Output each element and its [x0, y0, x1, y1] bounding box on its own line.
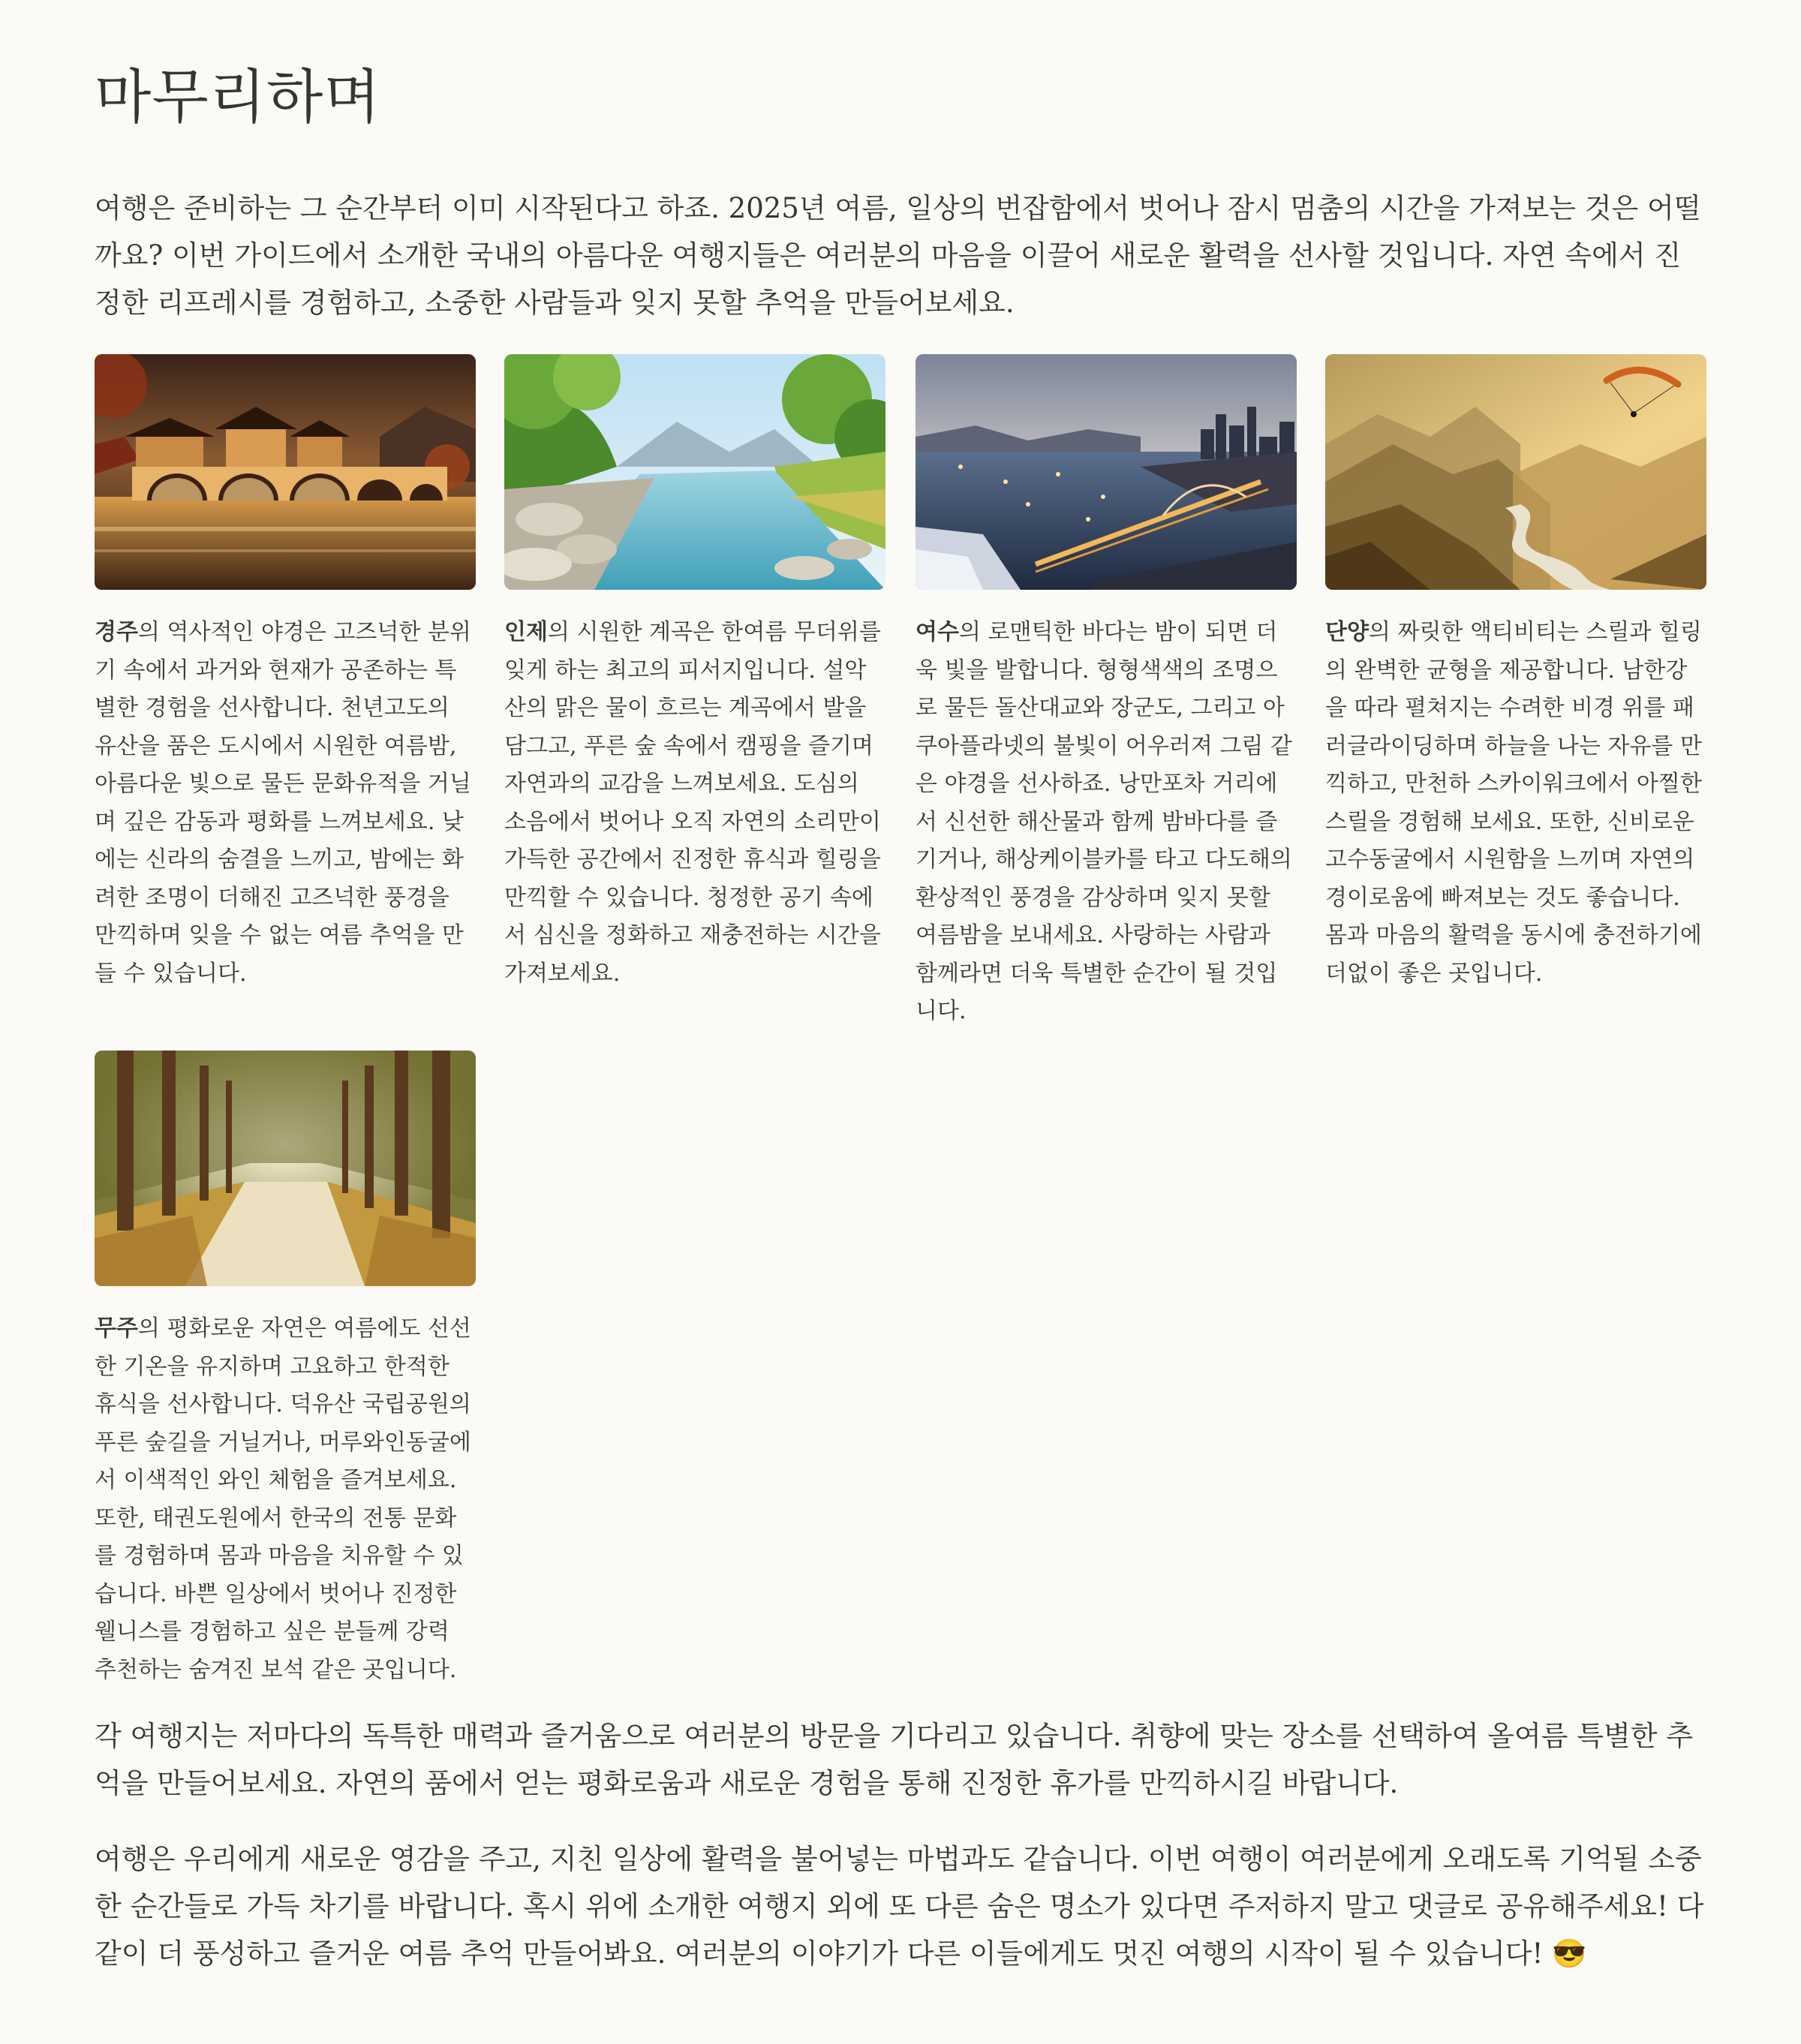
destination-card-danyang	[1325, 354, 1706, 993]
destination-card-yeosu	[916, 354, 1297, 1031]
inje-description	[504, 614, 885, 993]
gyeongju-night-image[interactable]	[95, 354, 476, 590]
danyang-name: 단양	[1325, 619, 1369, 645]
yeosu-text: 의 로맨틱한 바다는 밤이 되면 더욱 빛을 발합니다. 형형색색의 조명으로 물든 돌산대교와 장군도, 그리고 아쿠아플라넷의 불빛이 어우러져 그림 같은 야경을 선사하죠. 낭만포차 거리에서 신선한 해산물과 함께 밤바다를 즐기거나, 해상케이블카를 타고 다도해의 환상적인 풍경을 감상하며 잊지 못할 여름밤을 보내세요. 사랑하는 사람과 함께라면 더욱 특별한 순간이 될 것입니다.	[916, 619, 1292, 1024]
gyeongju-description	[95, 614, 476, 993]
page-title: 마무리하며	[95, 64, 381, 131]
danyang-description	[1325, 614, 1706, 993]
intro-paragraph: 여행은 준비하는 그 순간부터 이미 시작된다고 하죠. 2025년 여름, 일상의 번잡함에서 벗어나 잠시 멈춤의 시간을 가져보는 것은 어떨까요? 이번 가이드에서 소개한 국내의 아름다운 여행지들은 여러분의 마음을 이끌어 새로운 활력을 선사할 것입니다. 자연 속에서 진정한 리프레시를 경험하고, 소중한 사람들과 잊지 못할 추억을 만들어보세요.	[95, 192, 1701, 319]
muju-forest-image[interactable]	[95, 1051, 476, 1286]
closing-paragraph-2: 여행은 우리에게 새로운 영감을 주고, 지친 일상에 활력을 불어넣는 마법과도 같습니다. 이번 여행이 여러분에게 오래도록 기억될 소중한 순간들로 가득 차기를 바랍니다. 혹시 위에 소개한 여행지 외에 또 다른 숨은 명소가 있다면 주저하지 말고 댓글로 공유해주세요! 다같이 더 풍성하고 즐거운 여름 추억 만들어봐요. 여러분의 이야기가 다른 이들에게도 멋진 여행의 시작이 될 수 있습니다! 😎	[95, 1843, 1704, 1970]
muju-description	[95, 1310, 476, 1689]
inje-text: 의 시원한 계곡은 한여름 무더위를 잊게 하는 최고의 피서지입니다. 설악산의 맑은 물이 흐르는 계곡에서 발을 담그고, 푸른 숲 속에서 캠핑을 즐기며 자연과의 교감을 느껴보세요. 도심의 소음에서 벗어나 오직 자연의 소리만이 가득한 공간에서 진정한 휴식과 힐링을 만끽할 수 있습니다. 청정한 공기 속에서 심신을 정화하고 재충전하는 시간을 가져보세요.	[504, 619, 881, 987]
muju-text: 의 평화로운 자연은 여름에도 선선한 기온을 유지하며 고요하고 한적한 휴식을 선사합니다. 덕유산 국립공원의 푸른 숲길을 거닐거나, 머루와인동굴에서 이색적인 와인 체험을 즐겨보세요. 또한, 태권도원에서 한국의 전통 문화를 경험하며 몸과 마음을 치유할 수 있습니다. 바쁜 일상에서 벗어나 진정한 웰니스를 경험하고 싶은 분들께 강력 추천하는 숨겨진 보석 같은 곳입니다.	[95, 1315, 471, 1683]
yeosu-description	[916, 614, 1297, 1031]
muju-name: 무주	[95, 1315, 138, 1342]
yeosu-name: 여수	[916, 619, 959, 645]
danyang-paragliding-image[interactable]	[1325, 354, 1706, 590]
gyeongju-name: 경주	[95, 619, 138, 645]
destination-card-gyeongju	[95, 354, 476, 993]
inje-name: 인제	[504, 619, 548, 645]
inje-stream-image[interactable]	[504, 354, 885, 590]
gyeongju-text: 의 역사적인 야경은 고즈넉한 분위기 속에서 과거와 현재가 공존하는 특별한 경험을 선사합니다. 천년고도의 유산을 품은 도시에서 시원한 여름밤, 아름다운 빛으로 물든 문화유적을 거닐며 깊은 감동과 평화를 느껴보세요. 낮에는 신라의 숨결을 느끼고, 밤에는 화려한 조명이 더해진 고즈넉한 풍경을 만끽하며 잊을 수 없는 여름 추억을 만들 수 있습니다.	[95, 619, 471, 987]
destination-card-muju	[95, 1051, 476, 1689]
danyang-text: 의 짜릿한 액티비티는 스릴과 힐링의 완벽한 균형을 제공합니다. 남한강을 따라 펼쳐지는 수려한 비경 위를 패러글라이딩하며 하늘을 나는 자유를 만끽하고, 만천하 스카이워크에서 아찔한 스릴을 경험해 보세요. 또한, 신비로운 고수동굴에서 시원함을 느끼며 자연의 경이로움에 빠져보는 것도 좋습니다. 몸과 마음의 활력을 동시에 충전하기에 더없이 좋은 곳입니다.	[1325, 619, 1702, 987]
yeosu-harbor-image[interactable]	[916, 354, 1297, 590]
closing-paragraph-1: 각 여행지는 저마다의 독특한 매력과 즐거움으로 여러분의 방문을 기다리고 있습니다. 취향에 맞는 장소를 선택하여 올여름 특별한 추억을 만들어보세요. 자연의 품에서 얻는 평화로움과 새로운 경험을 통해 진정한 휴가를 만끽하시길 바랍니다.	[95, 1720, 1694, 1799]
destination-card-inje	[504, 354, 885, 993]
